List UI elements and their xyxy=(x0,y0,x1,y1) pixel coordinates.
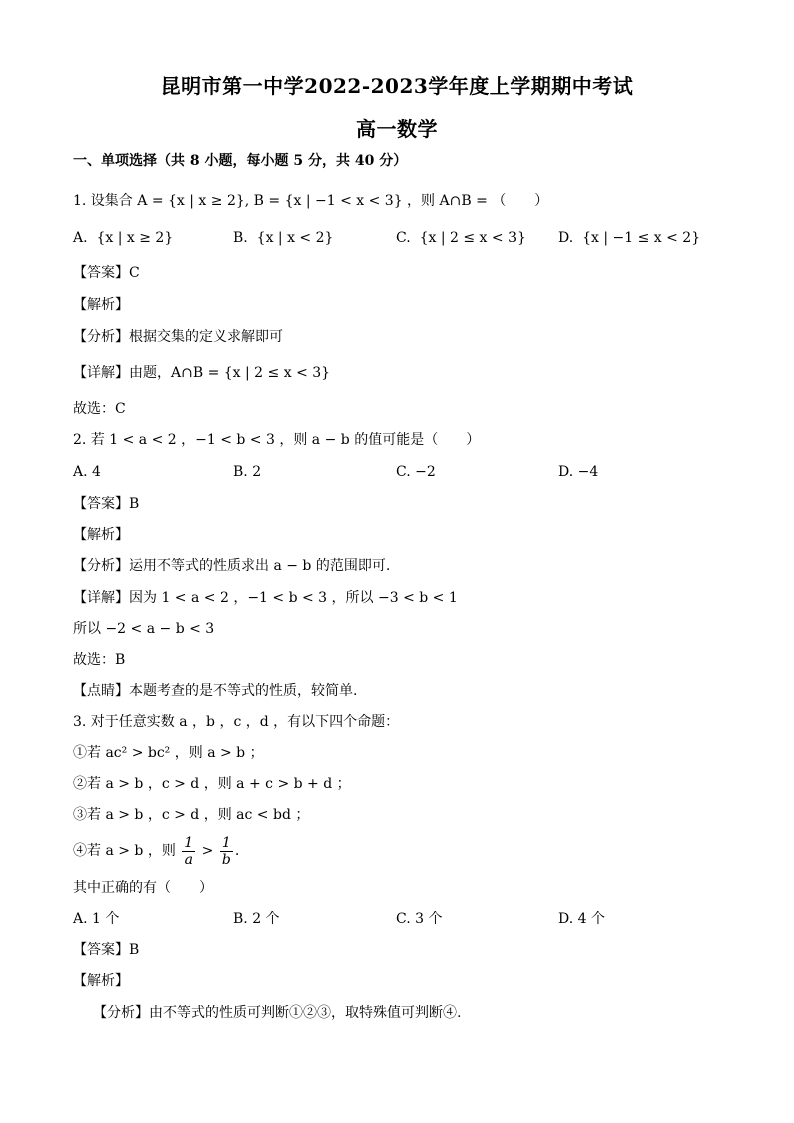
q2-dianjing: 【点睛】本题考查的是不等式的性质，较简单. xyxy=(73,683,358,699)
section-heading: 一、单项选择（共 8 小题，每小题 5 分，共 40 分） xyxy=(73,153,408,169)
q2-answer: 【答案】B xyxy=(73,496,140,512)
q1-stem: 1. 设集合 A = {x | x ≥ 2}, B = {x | −1 < x < 3} ，则 A∩B = （ ） xyxy=(73,193,549,209)
q1-choose: 故选：C xyxy=(73,401,126,417)
q3-analysis-heading: 【解析】 xyxy=(73,973,129,989)
q3-option-a: A. 1 个 xyxy=(73,911,120,927)
q3-proposition-3: ③若 a > b ，c > d ，则 ac < bd ； xyxy=(73,807,310,823)
q1-analysis-heading: 【解析】 xyxy=(73,297,129,313)
q3-question: 其中正确的有（ ） xyxy=(73,880,213,896)
q2-analysis-heading: 【解析】 xyxy=(73,527,129,543)
q3-proposition-1: ①若 ac² > bc² ，则 a > b ； xyxy=(73,745,264,761)
fraction-1-over-a: $\frac{1}{a}$ xyxy=(184,834,194,868)
q1-fenxi: 【分析】根据交集的定义求解即可 xyxy=(73,329,283,345)
q2-option-d: D. −4 xyxy=(558,464,599,480)
q3-stem: 3. 对于任意实数 a ，b ，c ，d ，有以下四个命题： xyxy=(73,714,400,730)
q2-option-c: C. −2 xyxy=(396,464,436,480)
q3-option-b: B. 2 个 xyxy=(233,911,280,927)
q2-choose: 故选：B xyxy=(73,652,126,668)
q2-fenxi: 【分析】运用不等式的性质求出 a − b 的范围即可. xyxy=(73,558,391,574)
q3-answer: 【答案】B xyxy=(73,942,140,958)
q3-fenxi: 【分析】由不等式的性质可判断①②③，取特殊值可判断④. xyxy=(93,1005,462,1021)
q2-stem: 2. 若 1 < a < 2 ，−1 < b < 3 ，则 a − b 的值可能是（ ） xyxy=(73,432,481,448)
exam-subtitle: 高一数学 xyxy=(356,117,438,141)
q2-option-b: B. 2 xyxy=(233,464,262,480)
q3-option-c: C. 3 个 xyxy=(396,911,443,927)
fraction-1-over-b: $\frac{1}{b}$ xyxy=(221,834,231,868)
q3-proposition-2: ②若 a > b ，c > d ，则 a + c > b + d ； xyxy=(73,776,351,792)
q1-xiangjie: 【详解】由题，A∩B = {x | 2 ≤ x < 3} xyxy=(73,365,331,381)
exam-title: 昆明市第一中学2022-2023学年度上学期期中考试 xyxy=(160,74,634,98)
q3-proposition-4: ④若 a > b ，则 $\frac{1}{a}$ > $\frac{1}{b}$ . xyxy=(73,834,240,868)
q1-option-a: A. {x | x ≥ 2} xyxy=(73,230,174,246)
q2-step2: 所以 −2 < a − b < 3 xyxy=(73,621,215,637)
q1-option-d: D. {x | −1 ≤ x < 2} xyxy=(558,230,701,246)
q3-option-d: D. 4 个 xyxy=(558,911,605,927)
q1-option-b: B. {x | x < 2} xyxy=(233,230,334,246)
q2-option-a: A. 4 xyxy=(73,464,101,480)
q2-xiangjie: 【详解】因为 1 < a < 2 ，−1 < b < 3 ，所以 −3 < b < 1 xyxy=(73,590,458,606)
q1-option-c: C. {x | 2 ≤ x < 3} xyxy=(396,230,526,246)
q1-answer: 【答案】C xyxy=(73,265,140,281)
